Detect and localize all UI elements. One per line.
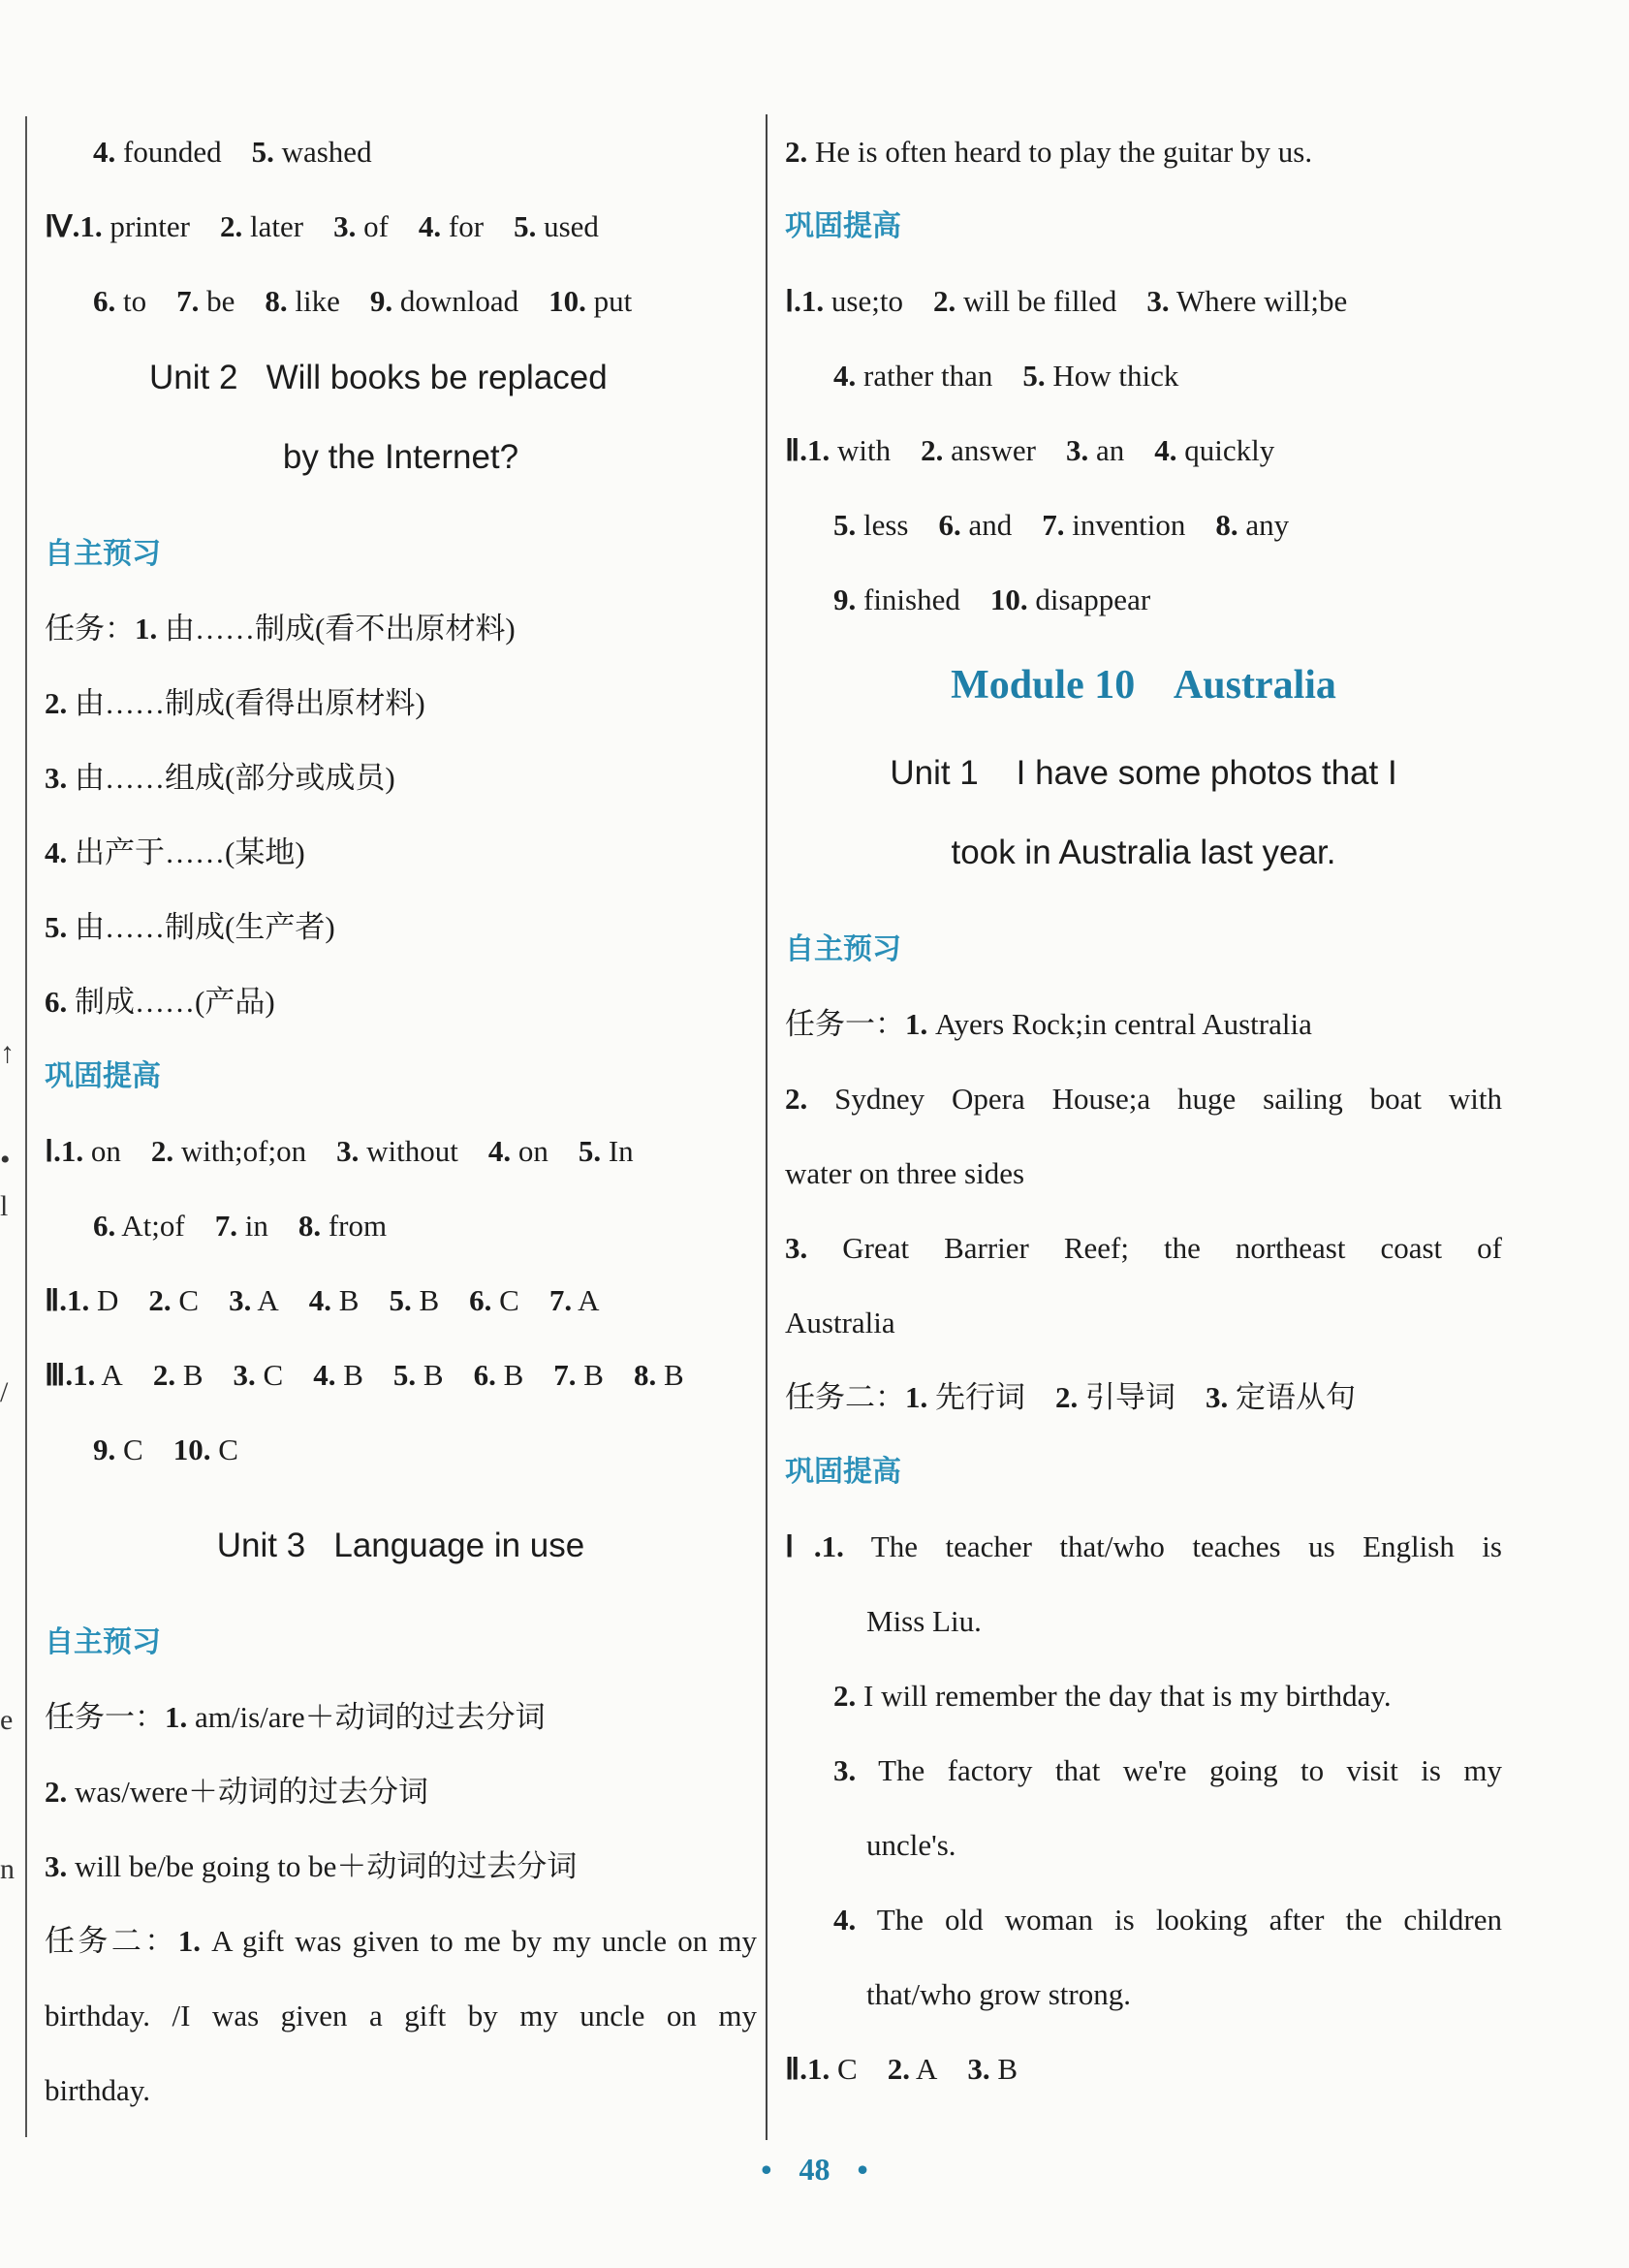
answer-line: 2. Sydney Opera House;a huge sailing boat with bbox=[785, 1082, 1502, 1116]
answer-line: 6. At;of 7. in 8. from bbox=[93, 1209, 388, 1243]
section-heading: 自主预习 bbox=[45, 1625, 161, 1659]
margin-fragment: e bbox=[0, 1704, 14, 1736]
answer-line: 2. I will remember the day that is my birthday. bbox=[833, 1679, 1392, 1713]
right-column bbox=[785, 114, 1502, 2106]
answer-line: 9. finished 10. disappear bbox=[833, 583, 1151, 616]
answer-line: uncle's. bbox=[866, 1828, 956, 1862]
answer-line: 4. 出产于……(某地) bbox=[45, 835, 305, 869]
page-dot: • bbox=[761, 2152, 772, 2187]
answer-line: 3. Great Barrier Reef; the northeast coast of bbox=[785, 1231, 1502, 1265]
margin-fragment: • bbox=[0, 1144, 11, 1176]
answer-line: 5. less 6. and 7. invention 8. any bbox=[833, 508, 1290, 542]
section-heading: 巩固提高 bbox=[785, 1455, 901, 1489]
answer-line: water on three sides bbox=[785, 1156, 1025, 1190]
margin-fragment: ↑ bbox=[0, 1037, 15, 1069]
answer-line: Australia bbox=[785, 1306, 895, 1339]
answer-line: Ⅰ.1. on 2. with;of;on 3. without 4. on 5. In bbox=[45, 1134, 634, 1168]
margin-fragment: / bbox=[0, 1376, 9, 1408]
answer-line: Ⅱ.1. D 2. C 3. A 4. B 5. B 6. C 7. A bbox=[45, 1283, 600, 1317]
answer-line: birthday. /I was given a gift by my uncle on my bbox=[45, 1999, 757, 2032]
section-heading: 自主预习 bbox=[45, 537, 161, 571]
answer-line: 2. 由……制成(看得出原材料) bbox=[45, 686, 425, 720]
unit-heading: Unit 1 I have some photos that I bbox=[890, 754, 1397, 792]
unit-heading-cont: by the Internet? bbox=[282, 438, 519, 476]
answer-line: that/who grow strong. bbox=[866, 1977, 1131, 2011]
answer-line: 6. to 7. be 8. like 9. download 10. put bbox=[93, 284, 633, 318]
answer-line: 2. was/were＋动词的过去分词 bbox=[45, 1775, 429, 1809]
unit-heading: Unit 3 Language in use bbox=[216, 1527, 585, 1564]
unit-heading-cont: took in Australia last year. bbox=[951, 834, 1336, 871]
answer-line: 4. founded 5. washed bbox=[93, 135, 372, 169]
page-number bbox=[0, 2152, 1629, 2188]
column-divider bbox=[766, 114, 768, 2140]
answer-line: Miss Liu. bbox=[866, 1604, 982, 1638]
module-title: Module 10 Australia bbox=[951, 663, 1336, 708]
answer-line: 4. rather than 5. How thick bbox=[833, 359, 1179, 393]
section-heading: 巩固提高 bbox=[45, 1059, 161, 1093]
left-margin-rule bbox=[25, 116, 27, 2137]
answer-line: 任务一：1. Ayers Rock;in central Australia bbox=[785, 1007, 1312, 1041]
section-heading: 自主预习 bbox=[785, 932, 901, 966]
page-dot: • bbox=[857, 2152, 868, 2187]
margin-fragments bbox=[0, 0, 23, 2268]
answer-line: 任务二：1. 先行词 2. 引导词 3. 定语从句 bbox=[785, 1380, 1356, 1414]
answer-line: Ⅰ.1. use;to 2. will be filled 3. Where will;be bbox=[785, 284, 1348, 318]
answer-line: 3. The factory that we're going to visit is my bbox=[833, 1753, 1502, 1787]
answer-line: 9. C 10. C bbox=[93, 1433, 238, 1466]
answer-line: Ⅳ.1. printer 2. later 3. of 4. for 5. used bbox=[45, 209, 599, 243]
answer-line: 任务一：1. am/is/are＋动词的过去分词 bbox=[45, 1700, 546, 1734]
section-heading: 巩固提高 bbox=[785, 209, 901, 243]
answer-line: Ⅱ.1. C 2. A 3. B bbox=[785, 2052, 1018, 2086]
answer-line: birthday. bbox=[45, 2073, 151, 2107]
answer-line: Ⅲ.1. A 2. B 3. C 4. B 5. B 6. B 7. B 8. B bbox=[45, 1358, 684, 1392]
margin-fragment: l bbox=[0, 1190, 9, 1222]
answer-line: 任务：1. 由……制成(看不出原材料) bbox=[45, 612, 516, 646]
answer-line: Ⅰ.1. The teacher that/who teaches us English is bbox=[785, 1529, 1502, 1563]
page-number-value: 48 bbox=[799, 2152, 830, 2187]
margin-fragment: n bbox=[0, 1853, 15, 1885]
unit-heading: Unit 2 Will books be replaced bbox=[149, 359, 608, 396]
answer-line: 任务二：1. A gift was given to me by my uncle on my bbox=[45, 1924, 758, 1958]
answer-line: 6. 制成……(产品) bbox=[45, 985, 275, 1019]
answer-line: 3. will be/be going to be＋动词的过去分词 bbox=[45, 1849, 578, 1883]
answer-line: 4. The old woman is looking after the children bbox=[833, 1903, 1502, 1937]
answer-line: 5. 由……制成(生产者) bbox=[45, 910, 335, 944]
answer-line: 3. 由……组成(部分或成员) bbox=[45, 761, 395, 795]
answer-line: Ⅱ.1. with 2. answer 3. an 4. quickly bbox=[785, 433, 1275, 467]
left-column bbox=[45, 114, 757, 2127]
answer-line: 2. He is often heard to play the guitar by us. bbox=[785, 135, 1313, 169]
